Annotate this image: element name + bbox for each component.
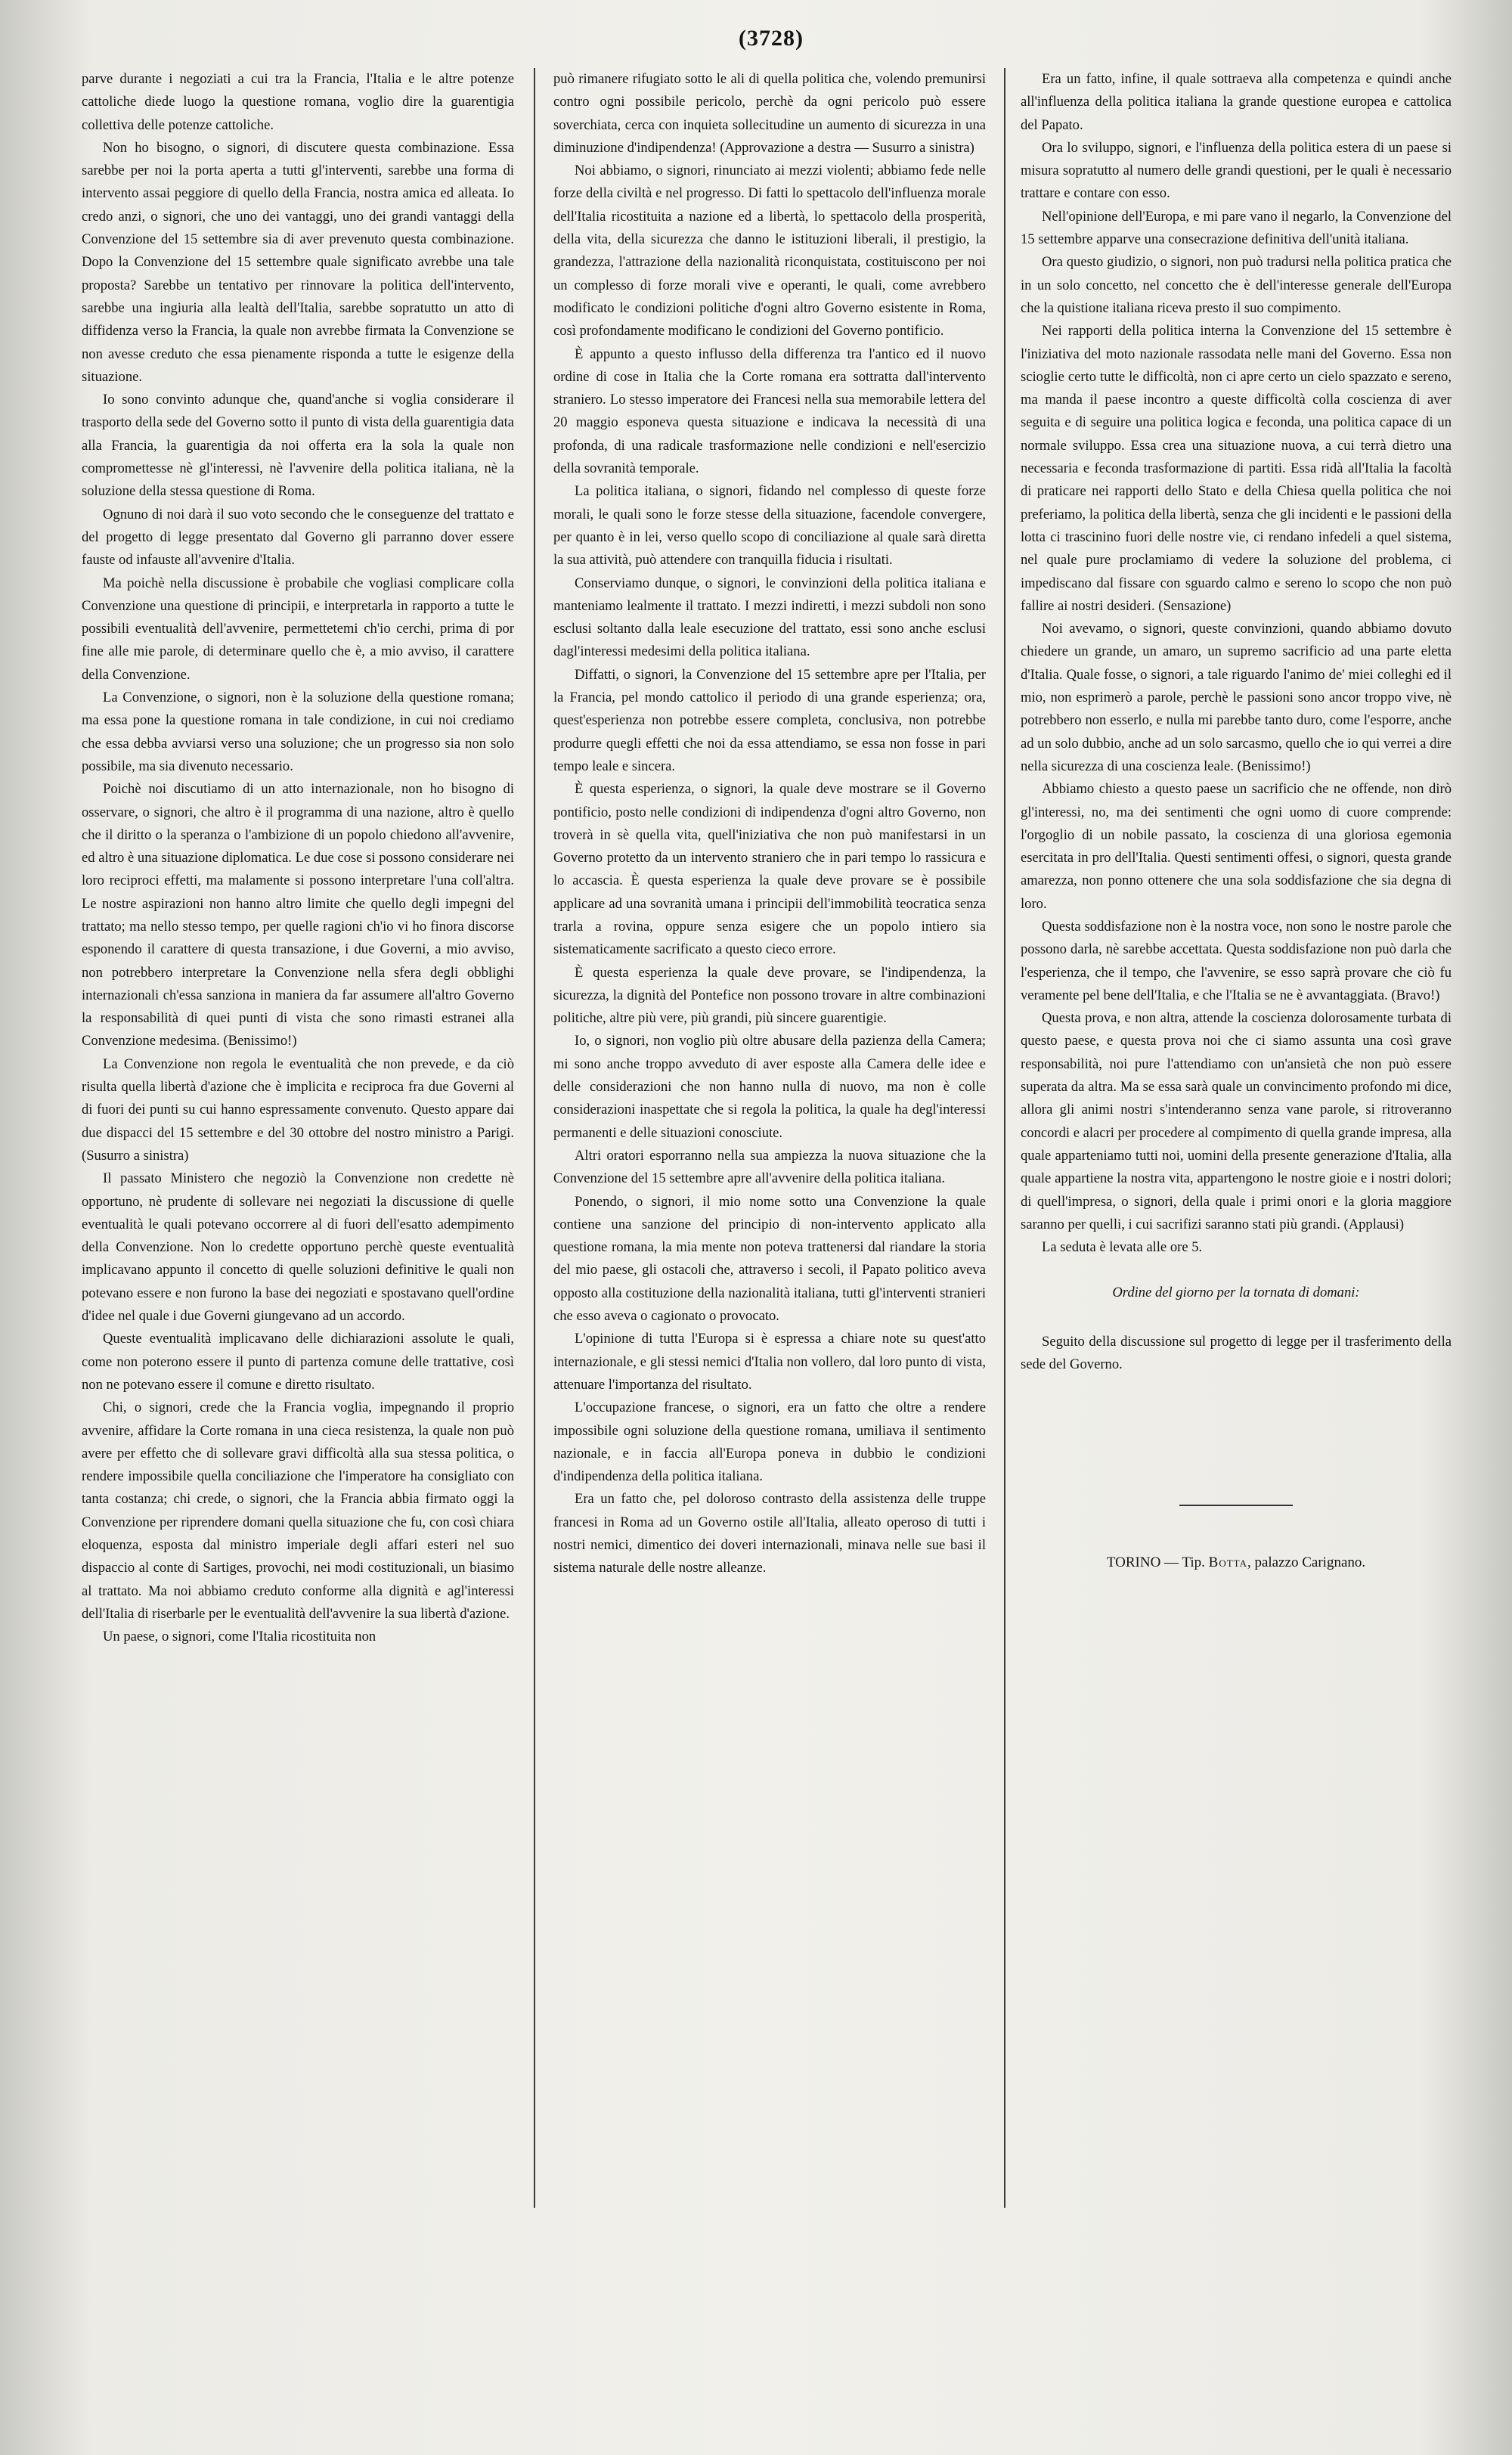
column-3-paragraphs bbox=[1021, 68, 1452, 1259]
text-column-1 bbox=[82, 68, 514, 1648]
paragraph: Altri oratori esporranno nella sua ampiezza la nuova situazione che la Convenzione del 15 settembre apre all'avvenire della politica italiana. bbox=[553, 1147, 986, 1187]
paragraph: Ora questo giudizio, o signori, non può tradursi nella politica pratica che in un solo concetto, nel concetto che è dell'interesse generale dell'Europa che la quistione italiana riceva presto il suo compimento. bbox=[1021, 254, 1452, 316]
paragraph: È questa esperienza la quale deve provare, se l'indipendenza, la sicurezza, la dignità del Pontefice non possono trovare in altre combinazioni politiche, altre più vere, più grandi, più sincere guarentigie. bbox=[553, 964, 986, 1027]
paragraph: Poichè noi discutiamo di un atto internazionale, non ho bisogno di osservare, o signori, che altro è il programma di una nazione, altro è quello che il diritto o la speranza o l'ambizione di un popolo chiedono all'avvenire, ed altro è una situazione diplomatica. Le due cose si possono considerare nei loro reciproci effetti, ma malamente si possono interpretare l'una coll'altra. Le nostre aspirazioni non hanno altro limite che quello degli impegni del trattato; ma nello stesso tempo, per quelle ragioni ch'io vi ho finora discorse esponendo il carattere di questa transazione, i due Governi, a mio avviso, non potrebbero interpretare la Convenzione nella sfera degli obblighi internazionali ch'essa sanziona in maniera da far assumere all'altro Governo la responsabilità di quei punti di vista che sono rimasti estranei alla Convenzione medesima. (Benissimo!) bbox=[82, 781, 514, 1049]
imprint-city: TORINO bbox=[1106, 1555, 1161, 1571]
page-number: (3728) bbox=[739, 26, 804, 51]
paragraph: Era un fatto, infine, il quale sottraeva alla competenza e quindi anche all'influenza della politica italiana la grande questione europea e cattolica del Papato. bbox=[1021, 71, 1452, 133]
paragraph: L'opinione di tutta l'Europa si è espressa a chiare note su quest'atto internazionale, e gli stessi nemici d'Italia non vollero, dal loro punto di vista, attenuare l'importanza del risultato. bbox=[553, 1331, 986, 1393]
imprint-printer: Botta bbox=[1208, 1555, 1247, 1571]
printer-imprint bbox=[1021, 1551, 1452, 1574]
paragraph: parve durante i negoziati a cui tra la Francia, l'Italia e le altre potenze cattoliche diede luogo la questione romana, voglio dire la guarentigia collettiva delle potenze cattoliche. bbox=[82, 71, 514, 133]
agenda-text: Seguito della discussione sul progetto di legge per il trasferimento della sede del Governo. bbox=[1021, 1333, 1452, 1373]
paragraph: Io sono convinto adunque che, quand'anche si voglia considerare il trasporto della sede del Governo sotto il punto di vista della guarentigia data alla Francia, la guarentigia da noi offerta era la sola la quale non compromettesse nè gl'interessi, nè l'avvenire della politica italiana, nè la soluzione della stessa questione di Roma. bbox=[82, 392, 514, 500]
paragraph: Ma poichè nella discussione è probabile che vogliasi complicare colla Convenzione una questione di principii, e interpretarla in rapporto a tutte le possibili eventualità dell'avvenire, permettetemi ch'io cerchi, prima di por fine alle mie parole, di determinare quello che è, a mio avviso, il carattere della Convenzione. bbox=[82, 575, 514, 683]
paragraph: La politica italiana, o signori, fidando nel complesso di queste forze morali, le quali sono le forze stesse della situazione, facendole convergere, per quanto è in lei, verso quello scopo di conciliazione al quale sarà diretta la sua attività, può attendere con tranquilla fiducia i risultati. bbox=[553, 483, 986, 569]
column-rule-right bbox=[1004, 68, 1005, 2208]
paragraph: Questa prova, e non altra, attende la coscienza dolorosamente turbata di questo paese, e questa prova noi che ci siamo assunta una così grave responsabilità, noi pure l'attendiamo con un'ansietà che non può essere superata da altra. Ma se essa sarà quale un convincimento profondo mi dice, allora gli animi nostri s'intenderanno senza vane parole, si ritroveranno concordi e alacri per procedere al compimento di quella grande impresa, alla quale apparteniamo tutti noi, uomini della presente generazione d'Italia, alla quale appartiene la nostra vita, appartengono le nostre gioie e i nostri dolori; di quell'impresa, o signori, della quale i primi onori e la gloria maggiore saranno per quelli, i cui sacrifizi saranno stati più grandi. (Applausi) bbox=[1021, 1010, 1452, 1232]
paragraph: Un paese, o signori, come l'Italia ricostituita non bbox=[103, 1629, 376, 1645]
paragraph: Il passato Ministero che negoziò la Convenzione non credette nè opportuno, nè prudente di sollevare nei negoziati la discussione di quelle eventualità le quali potevano occorrere al di fuori dell'esatto adempimento della Convenzione. Non lo credette opportuno perchè queste eventualità implicavano appunto il concetto di quelle soluzioni definitive le quali non potevano essere e non furono la base dei negoziati e spostavano quell'ordine d'idee nel quale i due Governi giungevano ad un accordo. bbox=[82, 1170, 514, 1325]
paragraph: Noi avevamo, o signori, queste convinzioni, quando abbiamo dovuto chiedere un grande, un amaro, un supremo sacrificio ad una parte eletta d'Italia. Quale fosse, o signori, a tale riguardo l'animo de' miei colleghi ed il mio, non esprimerò a parole, perchè le passioni sono ancor troppo vive, nè potrebbero non esserlo, e nulla mi parebbe tanto duro, come l'esporre, anche ad un solo dubbio, anche ad un solo sarcasmo, quello che io qui verrei a dire nella sicurezza di una coscienza leale. (Benissimo!) bbox=[1021, 621, 1452, 774]
end-divider bbox=[1179, 1505, 1293, 1506]
paragraph: Questa soddisfazione non è la nostra voce, non sono le nostre parole che possono darla, nè sarebbe accettata. Questa soddisfazione non può darla che l'esperienza, che il tempo, che l'avvenire, se esso saprà provare che ciò fu veramente pel bene dell'Italia, e che l'Italia se ne è avvantaggiata. (Bravo!) bbox=[1021, 918, 1452, 1003]
paragraph: può rimanere rifugiato sotto le ali di quella politica che, volendo premunirsi contro ogni possibile pericolo, perchè da ogni pericolo può essere soverchiata, cerca con inquieta sollecitudine un aumento di sicurezza in una diminuzione d'indipendenza! (Approvazione a destra — Susurro a sinistra) bbox=[553, 71, 986, 156]
paragraph: Era un fatto che, pel doloroso contrasto della assistenza delle truppe francesi in Roma ad un Governo ostile all'Italia, alleato operoso di tutti i nostri nemici, dimentico dei doveri internazionali, minava nelle sue basi il sistema naturale delle nostre alleanze. bbox=[553, 1491, 986, 1576]
paragraph: Chi, o signori, crede che la Francia voglia, impegnando il proprio avvenire, affidare la Corte romana in una cieca resistenza, la quale non può avere per effetto che di sollevare gravi difficoltà alla sua stessa politica, o rendere impossibile quella conciliazione che l'imperatore ha consigliato con tanta costanza; chi crede, o signori, che la Francia abbia firmato oggi la Convenzione per riprendere domani quella situazione che fu, con così chiara eloquenza, esposta dal ministro imperiale degli affari esteri nel suo dispaccio al conte di Sartiges, provochi, nei modi costituzionali, un biasimo al trattato. Ma noi abbiamo creduto conforme alla dignità e agl'interessi dell'Italia di riserbarle per le eventualità dell'avvenire la sua libertà d'azione. bbox=[82, 1400, 514, 1622]
paragraph: Diffatti, o signori, la Convenzione del 15 settembre apre per l'Italia, per la Francia, pel mondo cattolico il periodo di una grande esperienza; ora, quest'esperienza non potrebbe essere completa, conclusiva, non potrebbe produrre quegli effetti che noi da essa attendiamo, se essa non fosse in pari tempo leale e sincera. bbox=[553, 666, 986, 774]
paragraph: È questa esperienza, o signori, la quale deve mostrare se il Governo pontificio, posto nelle condizioni di indipendenza d'ogni altro Governo, non troverà in sè quella vita, quell'iniziativa che non può manifestarsi in un Governo protetto da un intervento straniero che in pari tempo lo rassicura e lo accascia. È questa esperienza la quale deve provare se è possibile applicare ad una sovranità umana i principii dell'immobilità teocratica senza trarla a rovina, oppure senza esigere che un popolo intiero sia sistematicamente sacrificato a questo cieco errore. bbox=[553, 781, 986, 958]
paragraph: La seduta è levata alle ore 5. bbox=[1042, 1239, 1203, 1256]
paragraph: L'occupazione francese, o signori, era un fatto che oltre a rendere impossibile ogni soluzione della questione romana, umiliava il sentimento nazionale, e in faccia all'Europa poneva in dubbio le condizioni d'indipendenza della politica italiana. bbox=[553, 1400, 986, 1485]
paragraph: Nei rapporti della politica interna la Convenzione del 15 settembre è l'iniziativa del moto nazionale rassodata nelle mani del Governo. Essa non scioglie certo tutte le difficoltà, non ci apre certo un cielo spazzato e sereno, ma manda il paese incontro a queste difficoltà colla coscienza di aver seguita e di seguire una politica logica e feconda, una politica capace di un normale sviluppo. Essa crea una situazione nuova, a cui terrà dietro una necessaria e feconda trasformazione di partiti. Essa ridà all'Italia la facoltà di praticare nei rapporti dello Stato e della Chiesa quella politica che noi preferiamo, la politica della libertà, senza che gli incidenti e le passioni della lotta ci trascinino fuori delle nostre vie, ci rendano infedeli a quel sistema, nel quale pure proclamiamo di vedere la soluzione del problema, ci impediscano dal fissare con sguardo calmo e sereno lo scopo che non può fallire ai nostri desideri. (Sensazione) bbox=[1021, 323, 1452, 614]
paragraph: La Convenzione non regola le eventualità che non prevede, e da ciò risulta quella libertà d'azione che è implicita e reciproca fra due Governi al di fuori dei punti su cui hanno espressamente convenuto. Questo appare dai due dispacci del 15 settembre e del 30 ottobre del nostro ministro a Parigi. (Susurro a sinistra) bbox=[82, 1055, 514, 1164]
text-column-2 bbox=[553, 68, 986, 1580]
paragraph: Conserviamo dunque, o signori, le convinzioni della politica italiana e manteniamo lealmente il trattato. I mezzi indiretti, i mezzi subdoli non sono esclusi soltanto dalla leale esecuzione del trattato, essi sono anche esclusi dagl'interessi medesimi della politica italiana. bbox=[553, 575, 986, 660]
paragraph: È appunto a questo influsso della differenza tra l'antico ed il nuovo ordine di cose in Italia che la Corte romana era sottratta dall'intervento straniero. Lo stesso imperatore dei Francesi nella sua memorabile lettera del 20 maggio esponeva questa situazione e indicava la necessità di una profonda, di una radicale trasformazione nelle condizioni e nell'esercizio della sovranità temporale. bbox=[553, 346, 986, 477]
paragraph: Ognuno di noi darà il suo voto secondo che le conseguenze del trattato e del progetto di legge presentato dal Governo gli parranno dover essere fauste od infauste all'avvenire d'Italia. bbox=[82, 506, 514, 569]
imprint-text: — Tip. bbox=[1164, 1555, 1209, 1571]
paragraph: Noi abbiamo, o signori, rinunciato ai mezzi violenti; abbiamo fede nelle forze della civiltà e nel progresso. Di fatti lo spettacolo dell'influenza morale dell'Italia ricostituita a nazione ed a libertà, lo spettacolo della prosperità, della vita, della sicurezza che danno le istituzioni liberali, il prestigio, la grandezza, l'attrazione della nazionalità riconquistata, costituiscono per noi un complesso di forze morali vive e operanti, le quali, come avrebbero modificato le condizioni politiche d'ogni altro Governo esistente in Roma, così profondamente modificano le condizioni del Governo pontificio. bbox=[553, 163, 986, 339]
paragraph: La Convenzione, o signori, non è la soluzione della questione romana; ma essa pone la questione romana in tale condizione, in cui noi crediamo che essa debba avviarsi verso una soluzione; che un progresso sia non solo possibile, ma sia divenuto necessario. bbox=[82, 690, 514, 774]
imprint-place: , palazzo Carignano. bbox=[1247, 1555, 1366, 1571]
paragraph: Io, o signori, non voglio più oltre abusare della pazienza della Camera; mi sono anche troppo avveduto di aver esposte alla Camera delle idee e delle considerazioni che non hanno nulla di nuovo, ma non è colle considerazioni inaspettate che si regola la politica, la quale ha degl'interessi permanenti e delle situazioni conosciute. bbox=[553, 1033, 986, 1141]
column-rule-left bbox=[534, 68, 535, 2208]
paragraph: Non ho bisogno, o signori, di discutere questa combinazione. Essa sarebbe per noi la porta aperta a tutti gl'interventi, sarebbe una forma di intervento assai peggiore di quello della Francia, nostra amica ed alleata. Io credo anzi, o signori, che uno dei vantaggi, uno dei grandi vantaggi della Convenzione del 15 settembre sia di aver prevenuto questa combinazione. Dopo la Convenzione del 15 settembre quale significato avrebbe una tale proposta? Sarebbe un tentativo per rinnovare la politica dell'intervento, sarebbe una ingiuria alla lealtà dell'Italia, sarebbe sopratutto un atto di diffidenza verso la Francia, la quale non avrebbe firmata la Convenzione se non avesse creduto che essa pienamente risponda a tutte le esigenze della situazione. bbox=[82, 139, 514, 385]
paragraph: Queste eventualità implicavano delle dichiarazioni assolute le quali, come non poterono essere il punto di partenza comune delle trattative, così non ne potevano essere il comune e diretto risultato. bbox=[82, 1331, 514, 1393]
agenda-heading: Ordine del giorno per la tornata di domani: bbox=[1112, 1285, 1360, 1301]
text-column-3 bbox=[1021, 68, 1452, 1575]
paragraph: Abbiamo chiesto a questo paese un sacrificio che ne offende, non dirò gl'interessi, no, ma dei sentimenti che ogni uomo di cuore comprende: l'orgoglio di un nobile passato, la coscienza di una gloriosa egemonia esercitata in pro dell'Italia. Questi sentimenti offesi, o signori, questa grande amarezza, non ponno ottenere che una sola soddisfazione che sia degna di loro. bbox=[1021, 781, 1452, 912]
paragraph: Ponendo, o signori, il mio nome sotto una Convenzione la quale contiene una sanzione del principio di non-intervento applicato alla questione romana, la mia mente non poteva trattenersi dal riandare la storia del mio paese, gli ostacoli che, attraverso i secoli, il Papato politico aveva opposto alla costituzione della nazionalità italiana, tutti gl'interventi stranieri che esso aveva o cagionato o provocato. bbox=[553, 1193, 986, 1325]
paragraph: Ora lo sviluppo, signori, e l'influenza della politica estera di un paese si misura sopratutto al numero delle grandi questioni, per le quali è necessario trattare e contare con esso. bbox=[1021, 139, 1452, 202]
paragraph: Nell'opinione dell'Europa, e mi pare vano il negarlo, la Convenzione del 15 settembre apparve una consecrazione definitiva dell'unità italiana. bbox=[1021, 208, 1452, 248]
